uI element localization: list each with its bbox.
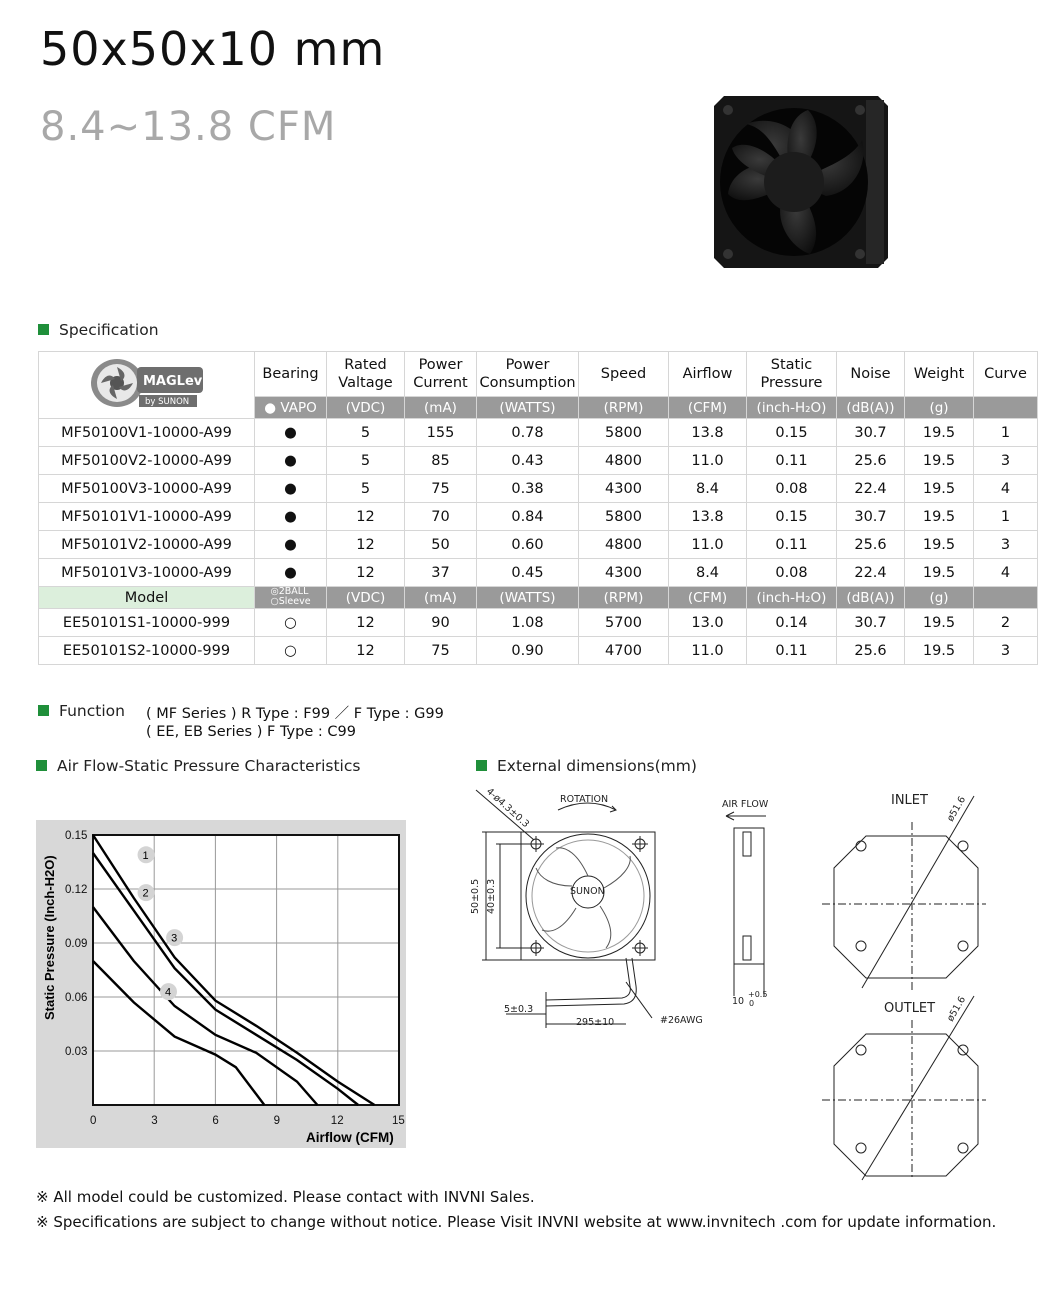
- table-cell: 0.45: [477, 559, 579, 587]
- table-cell: 0.43: [477, 447, 579, 475]
- col-airflow: Airflow: [669, 352, 747, 397]
- unit-cell: [974, 397, 1038, 419]
- y-tick-label: 0.06: [65, 992, 88, 1004]
- model-cell: MF50101V2-10000-A99: [39, 531, 255, 559]
- page-title: 50x50x10 mm: [40, 22, 386, 76]
- table-row: [39, 609, 1038, 637]
- table-cell: 0.15: [747, 419, 837, 447]
- table-cell: 2: [974, 609, 1038, 637]
- table-cell: 75: [405, 637, 477, 665]
- col-rated-voltage: Rated Valtage: [327, 352, 405, 397]
- table-cell: 5800: [579, 503, 669, 531]
- table-cell: 25.6: [837, 637, 905, 665]
- strip-dimension: 5±0.3: [504, 1004, 534, 1015]
- unit-cell: (CFM): [669, 587, 747, 609]
- series-label-2: 2: [142, 887, 149, 900]
- table-cell: 8.4: [669, 559, 747, 587]
- table-cell: 22.4: [837, 475, 905, 503]
- col-noise: Noise: [837, 352, 905, 397]
- model-cell: MF50100V2-10000-A99: [39, 447, 255, 475]
- table-cell: 11.0: [669, 447, 747, 475]
- hole-spacing-dimension: 40±0.3: [486, 878, 497, 914]
- model-label: Model: [39, 587, 255, 609]
- table-cell: 0.11: [747, 531, 837, 559]
- unit-cell: (RPM): [579, 397, 669, 419]
- footer-note-customize: ※ All model could be customized. Please contact with INVNI Sales.: [36, 1188, 535, 1206]
- outer-dimension: 50±0.5: [470, 878, 481, 914]
- table-cell: 85: [405, 447, 477, 475]
- series-label-4: 4: [164, 986, 172, 999]
- green-square-icon: [36, 760, 47, 771]
- table-cell: 4300: [579, 475, 669, 503]
- table-cell: 0.15: [747, 503, 837, 531]
- table-cell: 5: [327, 475, 405, 503]
- fan-product-image: [706, 88, 892, 274]
- table-row: [39, 531, 1038, 559]
- thickness-dimension: 10: [732, 996, 745, 1007]
- unit-cell: (mA): [405, 587, 477, 609]
- table-cell: 19.5: [905, 419, 974, 447]
- y-tick-label: 0.12: [65, 884, 88, 896]
- table-cell: 0.78: [477, 419, 579, 447]
- unit-cell: (RPM): [579, 587, 669, 609]
- table-cell: 13.8: [669, 503, 747, 531]
- table-cell: 70: [405, 503, 477, 531]
- table-cell: 13.0: [669, 609, 747, 637]
- unit-cell: (inch-H₂O): [747, 587, 837, 609]
- table-cell: 1.08: [477, 609, 579, 637]
- col-static-pressure: Static Pressure: [747, 352, 837, 397]
- model-cell: MF50101V3-10000-A99: [39, 559, 255, 587]
- x-tick-label: 3: [151, 1115, 158, 1127]
- svg-text:MAGLev: MAGLev: [142, 373, 202, 389]
- function-heading: Function: [38, 702, 125, 720]
- table-cell: 12: [327, 503, 405, 531]
- wire-gauge-label: #26AWG: [660, 1015, 703, 1026]
- table-cell: 4800: [579, 447, 669, 475]
- unit-cell: (VDC): [327, 587, 405, 609]
- table-cell: 90: [405, 609, 477, 637]
- table-cell: ●: [255, 475, 327, 503]
- inlet-outline: [834, 836, 978, 978]
- x-tick-label: 6: [212, 1115, 219, 1127]
- spec-table: [38, 351, 1038, 665]
- inlet-diameter: ø51.6: [945, 794, 969, 824]
- table-cell: 0.14: [747, 609, 837, 637]
- table-cell: 50: [405, 531, 477, 559]
- table-cell: 19.5: [905, 531, 974, 559]
- table-cell: 1: [974, 419, 1038, 447]
- function-line-2: ( EE, EB Series ) F Type : C99: [146, 724, 356, 740]
- table-cell: 5: [327, 419, 405, 447]
- table-cell: ●: [255, 419, 327, 447]
- table-cell: 3: [974, 531, 1038, 559]
- units-row-ball: [39, 587, 1038, 609]
- table-row: [39, 475, 1038, 503]
- table-cell: 19.5: [905, 637, 974, 665]
- green-square-icon: [38, 705, 49, 716]
- hole-dimension: 4-ø4.3±0.3: [483, 786, 532, 831]
- table-cell: 37: [405, 559, 477, 587]
- brand-label: SUNON: [570, 886, 605, 897]
- col-bearing: Bearing: [255, 352, 327, 397]
- unit-cell: (inch-H₂O): [747, 397, 837, 419]
- col-weight: Weight: [905, 352, 974, 397]
- table-cell: 19.5: [905, 447, 974, 475]
- x-axis-label: Airflow (CFM): [306, 1130, 394, 1145]
- table-cell: 30.7: [837, 609, 905, 637]
- unit-cell: (mA): [405, 397, 477, 419]
- maglev-logo-icon: [87, 355, 207, 411]
- x-tick-label: 9: [273, 1115, 281, 1127]
- table-cell: 0.90: [477, 637, 579, 665]
- thickness-tolerance-bottom: 0: [749, 999, 755, 1008]
- table-cell: 5800: [579, 419, 669, 447]
- y-tick-label: 0.09: [65, 938, 88, 950]
- table-cell: 13.8: [669, 419, 747, 447]
- footer-note-specifications: ※ Specifications are subject to change without notice. Please Visit INVNI website at www.invnitech .com for update information.: [36, 1213, 997, 1231]
- table-cell: 30.7: [837, 419, 905, 447]
- unit-cell: (g): [905, 587, 974, 609]
- table-row: [39, 447, 1038, 475]
- table-row: [39, 503, 1038, 531]
- airflow-label: AIR FLOW: [722, 799, 769, 810]
- unit-cell: (g): [905, 397, 974, 419]
- table-cell: 11.0: [669, 637, 747, 665]
- unit-cell: [974, 587, 1038, 609]
- table-cell: ○: [255, 637, 327, 665]
- table-cell: 4: [974, 475, 1038, 503]
- y-tick-label: 0.03: [65, 1046, 88, 1058]
- table-cell: 25.6: [837, 531, 905, 559]
- plot-area: [93, 835, 399, 1105]
- table-cell: ●: [255, 559, 327, 587]
- model-cell: MF50101V1-10000-A99: [39, 503, 255, 531]
- table-row: [39, 559, 1038, 587]
- table-cell: 3: [974, 447, 1038, 475]
- unit-cell: (WATTS): [477, 587, 579, 609]
- series-label-1: 1: [142, 849, 149, 862]
- lead-length-dimension: 295±10: [576, 1017, 615, 1028]
- table-cell: 8.4: [669, 475, 747, 503]
- series-label-3: 3: [171, 932, 178, 945]
- table-cell: 75: [405, 475, 477, 503]
- inlet-label: INLET: [891, 793, 928, 808]
- table-cell: ●: [255, 447, 327, 475]
- table-cell: 0.84: [477, 503, 579, 531]
- table-cell: 12: [327, 531, 405, 559]
- table-cell: 3: [974, 637, 1038, 665]
- unit-cell: (CFM): [669, 397, 747, 419]
- page-subtitle: 8.4~13.8 CFM: [40, 104, 337, 150]
- external-dimensions-drawing: [466, 782, 1056, 1182]
- table-cell: ●: [255, 531, 327, 559]
- x-tick-label: 12: [330, 1115, 344, 1127]
- table-cell: 5: [327, 447, 405, 475]
- table-cell: 0.08: [747, 475, 837, 503]
- table-cell: 1: [974, 503, 1038, 531]
- table-cell: 22.4: [837, 559, 905, 587]
- table-cell: 0.11: [747, 447, 837, 475]
- col-speed: Speed: [579, 352, 669, 397]
- table-cell: 19.5: [905, 609, 974, 637]
- outlet-diameter: ø51.6: [945, 994, 969, 1024]
- green-square-icon: [476, 760, 487, 771]
- col-curve: Curve: [974, 352, 1038, 397]
- table-cell: 25.6: [837, 447, 905, 475]
- table-cell: 0.38: [477, 475, 579, 503]
- table-row: [39, 637, 1038, 665]
- table-cell: 5700: [579, 609, 669, 637]
- maglev-logo: [39, 352, 255, 419]
- table-cell: ●: [255, 503, 327, 531]
- unit-bearing-ball: ◎2BALL ○Sleeve: [255, 587, 327, 609]
- green-square-icon: [38, 324, 49, 335]
- table-cell: 4800: [579, 531, 669, 559]
- function-line-1: ( MF Series ) R Type : F99 ／ F Type : G99: [146, 706, 444, 722]
- table-cell: 0.08: [747, 559, 837, 587]
- col-power-consumption: Power Consumption: [477, 352, 579, 397]
- model-cell: EE50101S1-10000-999: [39, 609, 255, 637]
- table-cell: 4300: [579, 559, 669, 587]
- table-cell: 0.11: [747, 637, 837, 665]
- table-cell: 4: [974, 559, 1038, 587]
- table-row: [39, 419, 1038, 447]
- model-cell: EE50101S2-10000-999: [39, 637, 255, 665]
- y-axis-label: Static Pressure (Inch-H2O): [42, 855, 57, 1020]
- unit-cell: (dB(A)): [837, 587, 905, 609]
- table-cell: 11.0: [669, 531, 747, 559]
- table-cell: 0.60: [477, 531, 579, 559]
- table-header-row: [39, 352, 1038, 397]
- x-tick-label: 15: [392, 1115, 405, 1127]
- outlet-outline: [834, 1034, 978, 1176]
- x-tick-label: 0: [90, 1115, 97, 1127]
- table-cell: 4700: [579, 637, 669, 665]
- model-cell: MF50100V3-10000-A99: [39, 475, 255, 503]
- table-cell: 155: [405, 419, 477, 447]
- airflow-pressure-chart: [36, 820, 406, 1148]
- rotation-label: ROTATION: [560, 794, 609, 805]
- table-cell: ○: [255, 609, 327, 637]
- airflow-heading: Air Flow-Static Pressure Characteristics: [36, 757, 360, 775]
- thickness-tolerance-top: +0.5: [748, 990, 768, 999]
- col-power-current: Power Current: [405, 352, 477, 397]
- unit-cell: (dB(A)): [837, 397, 905, 419]
- table-cell: 19.5: [905, 475, 974, 503]
- table-cell: 12: [327, 609, 405, 637]
- table-cell: 12: [327, 637, 405, 665]
- y-tick-label: 0.15: [65, 830, 88, 842]
- external-dimensions-heading: External dimensions(mm): [476, 757, 697, 775]
- outlet-label: OUTLET: [884, 1001, 936, 1016]
- table-cell: 12: [327, 559, 405, 587]
- unit-cell: (VDC): [327, 397, 405, 419]
- table-cell: 30.7: [837, 503, 905, 531]
- model-cell: MF50100V1-10000-A99: [39, 419, 255, 447]
- table-cell: 19.5: [905, 559, 974, 587]
- table-cell: 19.5: [905, 503, 974, 531]
- unit-cell: ● VAPO: [255, 397, 327, 419]
- unit-cell: (WATTS): [477, 397, 579, 419]
- specification-heading: Specification: [38, 321, 159, 339]
- svg-text:by SUNON: by SUNON: [144, 396, 189, 407]
- fan-side-view: [734, 828, 764, 964]
